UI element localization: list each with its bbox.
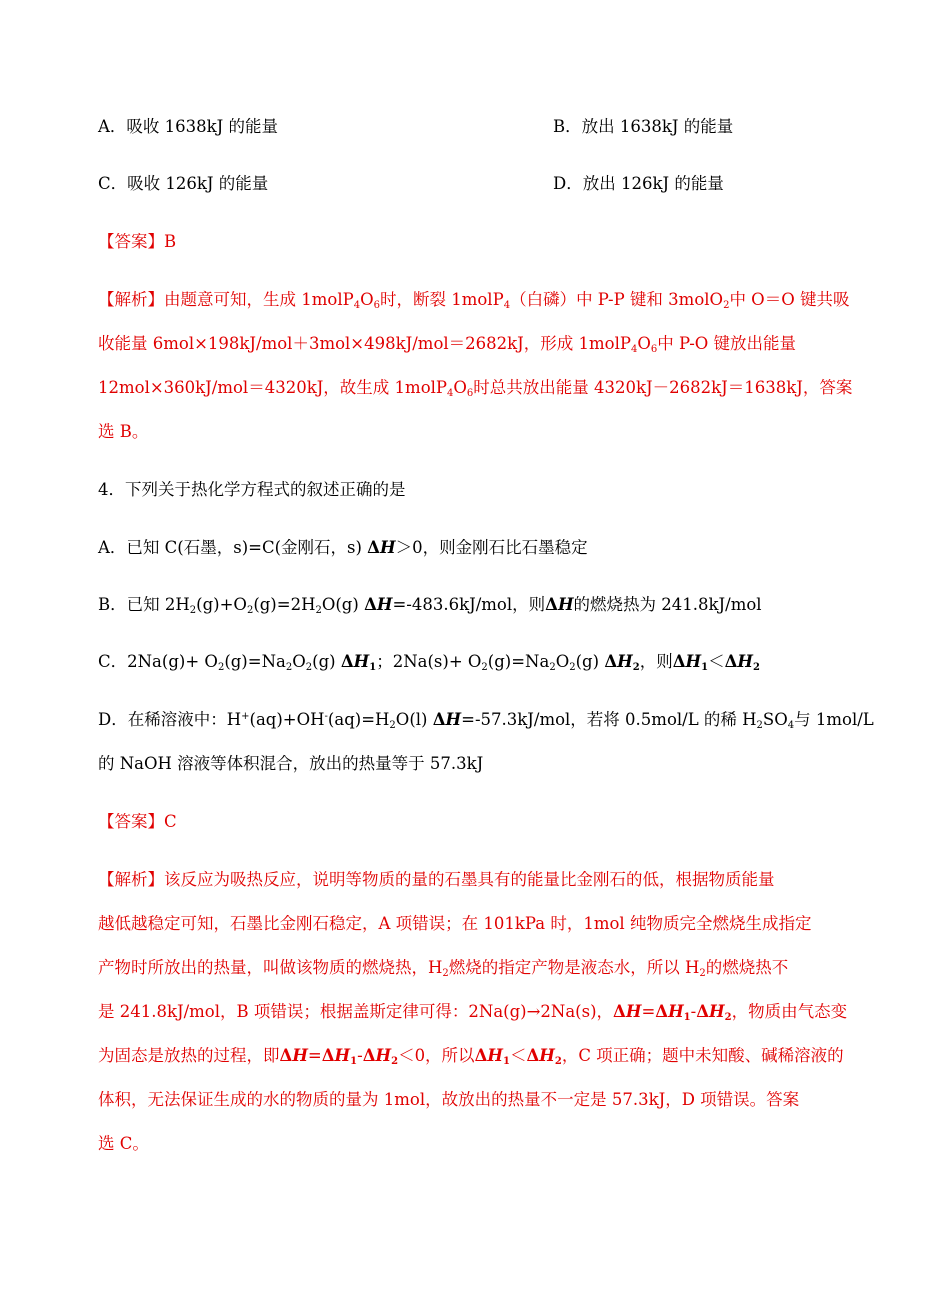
subscript: 6 bbox=[650, 344, 658, 355]
subscript: 2 bbox=[315, 605, 322, 616]
text: 12mol×360kJ/mol＝4320kJ，故生成 1molP bbox=[98, 378, 448, 397]
text: ，物质由气态变 bbox=[731, 1002, 848, 1021]
delta-h2: $\Delta H_2$ bbox=[526, 1046, 562, 1067]
q3-answer: 【答案】B bbox=[98, 232, 177, 251]
q3-options-row1 bbox=[98, 113, 734, 137]
text: 由题意可知，生成 1molP bbox=[164, 290, 354, 309]
text: (g)=2H bbox=[253, 595, 316, 614]
text: 是 241.8kJ/mol，B 项错误；根据盖斯定律可得：2Na(g)→2Na(s)， bbox=[98, 1002, 614, 1021]
text: ＜ bbox=[708, 652, 725, 671]
text: (g) bbox=[312, 652, 341, 671]
delta-h: ΔH bbox=[545, 595, 574, 614]
text: ＜ bbox=[509, 1046, 527, 1065]
q3-analysis-line1: 【解析】由题意可知，生成 $1molP_4O_6$时，断裂 1molP$_4$（白磷）中 P-P 键和 3molO$_2$中 O＝O 键共吸 bbox=[98, 290, 850, 311]
option-c: C．吸收 126kJ 的能量 bbox=[98, 174, 269, 193]
subscript: 4 bbox=[447, 388, 454, 399]
text: （白磷）中 P-P 键和 3molO bbox=[510, 290, 724, 309]
subscript: 2 bbox=[217, 662, 225, 673]
text: ，C 项正确；题中未知酸、碱稀溶液的 bbox=[561, 1046, 844, 1065]
q3-analysis-line4: 选 B。 bbox=[98, 422, 149, 441]
text: = bbox=[641, 1002, 656, 1021]
text: 时总共放出能量 4320kJ－2682kJ＝1638kJ，答案 bbox=[473, 378, 853, 397]
text: O(g) bbox=[321, 595, 365, 614]
delta-h1: $\Delta H_1$ bbox=[321, 1046, 358, 1067]
q4-analysis-line3 bbox=[98, 954, 788, 979]
text: = bbox=[307, 1046, 322, 1065]
subscript: 2 bbox=[442, 968, 449, 979]
subscript: 2 bbox=[481, 662, 488, 673]
text: - bbox=[357, 1046, 363, 1065]
text: 中 P-O 键放出能量 bbox=[657, 334, 797, 353]
text: 时，断裂 1molP bbox=[379, 290, 504, 309]
delta-h1: $\Delta H_1$ bbox=[474, 1046, 510, 1067]
text: 的燃烧热不 bbox=[705, 958, 789, 977]
superscript: - bbox=[324, 711, 328, 722]
delta-h1: $\Delta H_1$ bbox=[340, 652, 377, 673]
text: A．已知 C(石墨，s)=C(金刚石，s) bbox=[98, 538, 368, 557]
analysis-label: 【解析】 bbox=[98, 290, 164, 309]
subscript: 4 bbox=[630, 344, 638, 355]
text: C．2Na(g)+ O bbox=[98, 652, 218, 671]
text: B．已知 2H bbox=[98, 595, 190, 614]
q4-option-d-line1 bbox=[98, 706, 874, 731]
q4-answer: 【答案】C bbox=[98, 812, 177, 831]
delta-h2: $\Delta H_2$ bbox=[724, 652, 760, 673]
text: D．在稀溶液中：H bbox=[98, 710, 242, 729]
delta-h: ΔH bbox=[613, 1002, 642, 1021]
text: O(l) bbox=[395, 710, 433, 729]
subscript: 2 bbox=[549, 662, 556, 673]
q3-analysis-line3: 12mol×360kJ/mol＝4320kJ，故生成 $1molP_4O_6$时总共放出能量 4320kJ－2682kJ＝1638kJ，答案 bbox=[98, 378, 853, 399]
delta-h: ΔH bbox=[367, 538, 396, 557]
subscript: 2 bbox=[569, 662, 576, 673]
subscript: 4 bbox=[353, 300, 361, 311]
q4-option-b bbox=[98, 591, 762, 616]
text: ；2Na(s)+ O bbox=[376, 652, 482, 671]
text: (g) bbox=[575, 652, 605, 671]
text: O bbox=[292, 652, 306, 671]
q4-stem: 4．下列关于热化学方程式的叙述正确的是 bbox=[98, 480, 406, 499]
text: =-483.6kJ/mol，则 bbox=[392, 595, 546, 614]
delta-h2: $\Delta H_2$ bbox=[696, 1002, 732, 1023]
subscript: 2 bbox=[389, 720, 396, 731]
subscript: 2 bbox=[189, 605, 197, 616]
delta-h1: $\Delta H_1$ bbox=[655, 1002, 691, 1023]
subscript: 2 bbox=[305, 662, 313, 673]
q4-option-c bbox=[98, 648, 760, 673]
option-a: A．吸收 1638kJ 的能量 bbox=[98, 117, 279, 136]
q3-analysis-line2: 收能量 6mol×198kJ/mol＋3mol×498kJ/mol＝2682kJ，形成 $1molP_4O_6$中 P-O 键放出能量 bbox=[98, 334, 797, 355]
delta-h2: $\Delta H_2$ bbox=[604, 652, 640, 673]
text: 为固态是放热的过程，即 bbox=[98, 1046, 280, 1065]
text: ，则 bbox=[639, 652, 673, 671]
text: 的燃烧热为 241.8kJ/mol bbox=[573, 595, 762, 614]
text: SO bbox=[762, 710, 788, 729]
q4-analysis-line6: 体积，无法保证生成的水的物质的量为 1mol，故放出的热量不一定是 57.3kJ，D 项错误。答案 bbox=[98, 1090, 800, 1109]
text: O bbox=[555, 652, 570, 671]
subscript: 6 bbox=[466, 388, 474, 399]
text: (aq)+OH bbox=[249, 710, 325, 729]
q4-analysis-line1: 【解析】该反应为吸热反应，说明等物质的量的石墨具有的能量比金刚石的低，根据物质能量 bbox=[98, 870, 775, 889]
delta-h: ΔH bbox=[364, 595, 393, 614]
text: 收能量 6mol×198kJ/mol＋3mol×498kJ/mol＝2682kJ，形成 1molP bbox=[98, 334, 631, 353]
text: 产物时所放出的热量，叫做该物质的燃烧热，H bbox=[98, 958, 443, 977]
text: (g)+O bbox=[196, 595, 247, 614]
subscript: 2 bbox=[246, 605, 254, 616]
subscript: 2 bbox=[285, 662, 293, 673]
delta-h2: $\Delta H_2$ bbox=[362, 1046, 399, 1067]
text: - bbox=[690, 1002, 697, 1021]
subscript: 4 bbox=[503, 300, 511, 311]
subscript: 2 bbox=[756, 720, 763, 731]
q4-option-d-line2: 的 NaOH 溶液等体积混合，放出的热量等于 57.3kJ bbox=[98, 754, 484, 773]
subscript: 6 bbox=[373, 300, 380, 311]
superscript: + bbox=[241, 711, 250, 722]
q4-option-a bbox=[98, 534, 588, 558]
option-b: B．放出 1638kJ 的能量 bbox=[553, 117, 734, 136]
text: ＞0，则金刚石比石墨稳定 bbox=[395, 538, 588, 557]
text: 中 O＝O 键共吸 bbox=[729, 290, 850, 309]
text: ＜0，所以 bbox=[398, 1046, 475, 1065]
delta-h: ΔH bbox=[279, 1046, 308, 1065]
text: 燃烧的指定产物是液态水，所以 H bbox=[448, 958, 700, 977]
text: (aq)=H bbox=[327, 710, 390, 729]
delta-h: ΔH bbox=[432, 710, 462, 729]
q3-options-row2 bbox=[98, 170, 724, 194]
text: =-57.3kJ/mol，若将 0.5mol/L 的稀 H bbox=[461, 710, 757, 729]
q4-analysis-line5 bbox=[98, 1042, 844, 1067]
q4-analysis-line2: 越低越稳定可知，石墨比金刚石稳定，A 项错误；在 101kPa 时，1mol 纯物质完全燃烧生成指定 bbox=[98, 914, 812, 933]
q4-analysis-line7: 选 C。 bbox=[98, 1134, 149, 1153]
text: (g)=Na bbox=[224, 652, 286, 671]
option-d: D．放出 126kJ 的能量 bbox=[553, 174, 724, 193]
subscript: 2 bbox=[699, 968, 706, 979]
text: (g)=Na bbox=[487, 652, 550, 671]
subscript: 4 bbox=[787, 720, 795, 731]
delta-h1: $\Delta H_1$ bbox=[672, 652, 709, 673]
q4-analysis-line4 bbox=[98, 998, 847, 1023]
text: 与 1mol/L bbox=[794, 710, 874, 729]
subscript: 2 bbox=[723, 300, 730, 311]
